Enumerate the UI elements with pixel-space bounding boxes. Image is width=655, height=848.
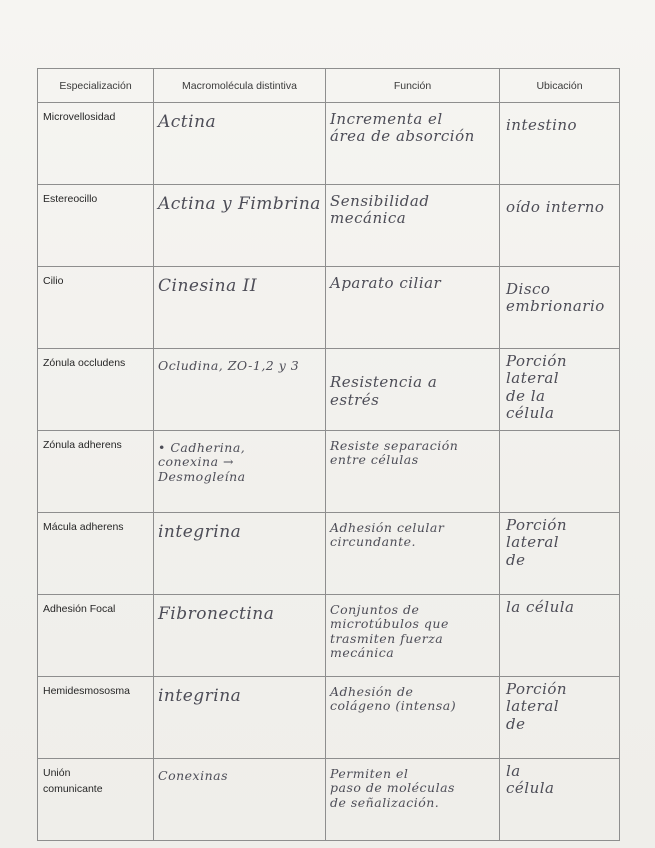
ubicacion-handwriting: Porción lateral de la célula [506, 352, 568, 422]
table-row [38, 759, 620, 841]
ubicacion-handwriting [500, 431, 619, 445]
especializacion-cell: Adhesión Focal [38, 595, 154, 677]
especializacion-cell: Microvellosidad [38, 103, 154, 185]
macromolecula-handwriting: • Cadherina, conexina → Desmogleína [158, 440, 246, 484]
especializacion-cell: Zónula occludens [38, 349, 154, 431]
table-row [38, 185, 620, 267]
macromolecula-handwriting: Actina [158, 112, 217, 132]
macromolecula-handwriting: Fibronectina [158, 604, 275, 624]
funcion-handwriting: Resistencia a estrés [330, 373, 438, 409]
especializacion-cell: Unión comunicante [38, 759, 154, 841]
ubicacion-handwriting: oído interno [506, 198, 605, 216]
macromolecula-handwriting: integrina [158, 686, 242, 706]
especializacion-cell: Mácula adherens [38, 513, 154, 595]
ubicacion-handwriting: la célula [506, 762, 555, 798]
especializacion-cell: Estereocillo [38, 185, 154, 267]
ubicacion-handwriting: Porción lateral de [506, 680, 568, 733]
ubicacion-handwriting: Disco embrionario [506, 280, 605, 316]
table-row [38, 103, 620, 185]
funcion-handwriting: Adhesión de colágeno (intensa) [330, 684, 457, 714]
macromolecula-handwriting: Actina y Fimbrina [158, 194, 321, 214]
funcion-handwriting: Conjuntos de microtúbulos que trasmiten fuerza mecánica [330, 602, 449, 661]
funcion-handwriting: Adhesión celular circundante. [330, 520, 445, 550]
especializacion-cell: Cilio [38, 267, 154, 349]
table-row [38, 431, 620, 513]
ubicacion-handwriting: Porción lateral de [506, 516, 568, 569]
table-row [38, 267, 620, 349]
macromolecula-handwriting: integrina [158, 522, 242, 542]
table-row [38, 349, 620, 431]
table-header-row [38, 69, 620, 103]
table-row [38, 677, 620, 759]
especializacion-cell: Hemidesmososma [38, 677, 154, 759]
macromolecula-handwriting: Conexinas [158, 768, 229, 783]
header-funcion: Función [326, 69, 500, 103]
header-ubicacion: Ubicación [500, 69, 620, 103]
funcion-handwriting: Permiten el paso de moléculas de señalización. [330, 766, 455, 810]
table-row [38, 595, 620, 677]
macromolecula-handwriting: Cinesina II [158, 276, 258, 296]
header-especializacion: Especialización [38, 69, 154, 103]
specializations-table [37, 68, 620, 841]
macromolecula-handwriting: Ocludina, ZO-1,2 y 3 [158, 358, 300, 373]
funcion-handwriting: Incrementa el área de absorción [330, 110, 475, 146]
funcion-handwriting: Aparato ciliar [330, 274, 442, 292]
header-macromolecula: Macromolécula distintiva [154, 69, 326, 103]
ubicacion-handwriting: la célula [506, 598, 575, 616]
especializacion-cell: Zónula adherens [38, 431, 154, 513]
ubicacion-handwriting: intestino [506, 116, 578, 134]
funcion-handwriting: Sensibilidad mecánica [330, 192, 430, 228]
funcion-handwriting: Resiste separación entre células [330, 438, 459, 468]
table-row [38, 513, 620, 595]
